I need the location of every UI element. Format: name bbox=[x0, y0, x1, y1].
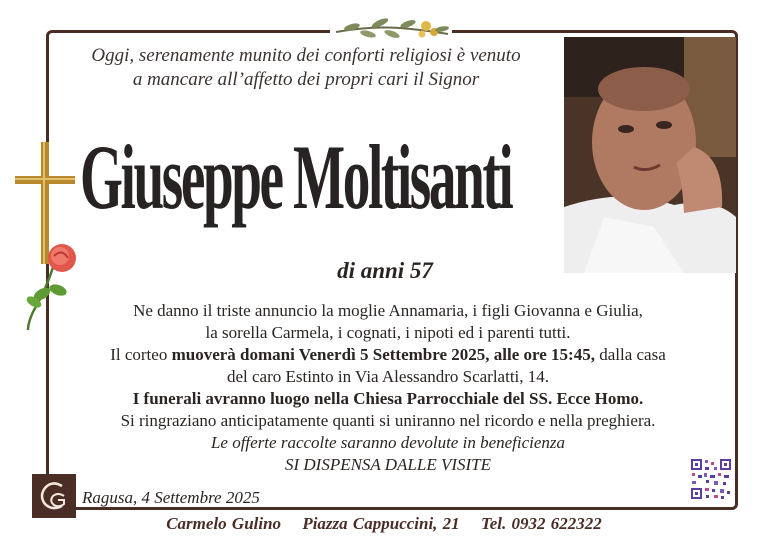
agency-name: Carmelo Gulino bbox=[166, 514, 282, 533]
funeral-line bbox=[56, 388, 720, 410]
cg-monogram-logo bbox=[32, 474, 76, 518]
funeral-text: I funerali avranno luogo nella Chiesa Parrocchiale del SS. Ecce Homo. bbox=[132, 389, 644, 408]
intro-text bbox=[56, 44, 556, 92]
place-date: Ragusa, 4 Settembre 2025 bbox=[82, 488, 260, 507]
announcement-line: del caro Estinto in Via Alessandro Scarlatti, 14. bbox=[226, 367, 550, 386]
announcement-line: la sorella Carmela, i cognati, i nipoti ed i parenti tutti. bbox=[205, 323, 571, 342]
agency-phone[interactable]: Tel. 0932 622322 bbox=[480, 514, 602, 533]
portrait-photo bbox=[564, 37, 736, 273]
deceased-age: di anni 57 bbox=[337, 258, 433, 283]
olive-branch-icon bbox=[330, 12, 452, 42]
announcement-line: Si ringraziano anticipatamente quanti si uniranno nel ricordo e nella preghiera. bbox=[120, 411, 656, 430]
footer bbox=[0, 514, 768, 534]
deceased-name-block bbox=[80, 122, 562, 232]
no-visits-line: SI DISPENSA DALLE VISITE bbox=[284, 455, 492, 474]
announcement-line bbox=[56, 344, 720, 366]
announcement-text bbox=[56, 300, 720, 476]
intro-line: a mancare all’affetto dei propri cari il Signor bbox=[132, 69, 480, 90]
agency-address: Piazza Cappuccini, 21 bbox=[302, 514, 460, 533]
text-span: dalla casa bbox=[594, 345, 666, 364]
deceased-name: Giuseppe Moltisanti bbox=[80, 126, 512, 228]
qr-code-icon[interactable] bbox=[690, 458, 732, 500]
intro-line: Oggi, serenamente munito dei conforti religiosi è venuto bbox=[91, 45, 521, 66]
announcement-line: Ne danno il triste annuncio la moglie Annamaria, i figli Giovanna e Giulia, bbox=[133, 301, 643, 320]
procession-time: muoverà domani Venerdì 5 Settembre 2025, alle ore 15:45, bbox=[171, 345, 595, 364]
donations-line: Le offerte raccolte saranno devolute in beneficienza bbox=[210, 433, 566, 452]
text-span: Il corteo bbox=[110, 345, 172, 364]
